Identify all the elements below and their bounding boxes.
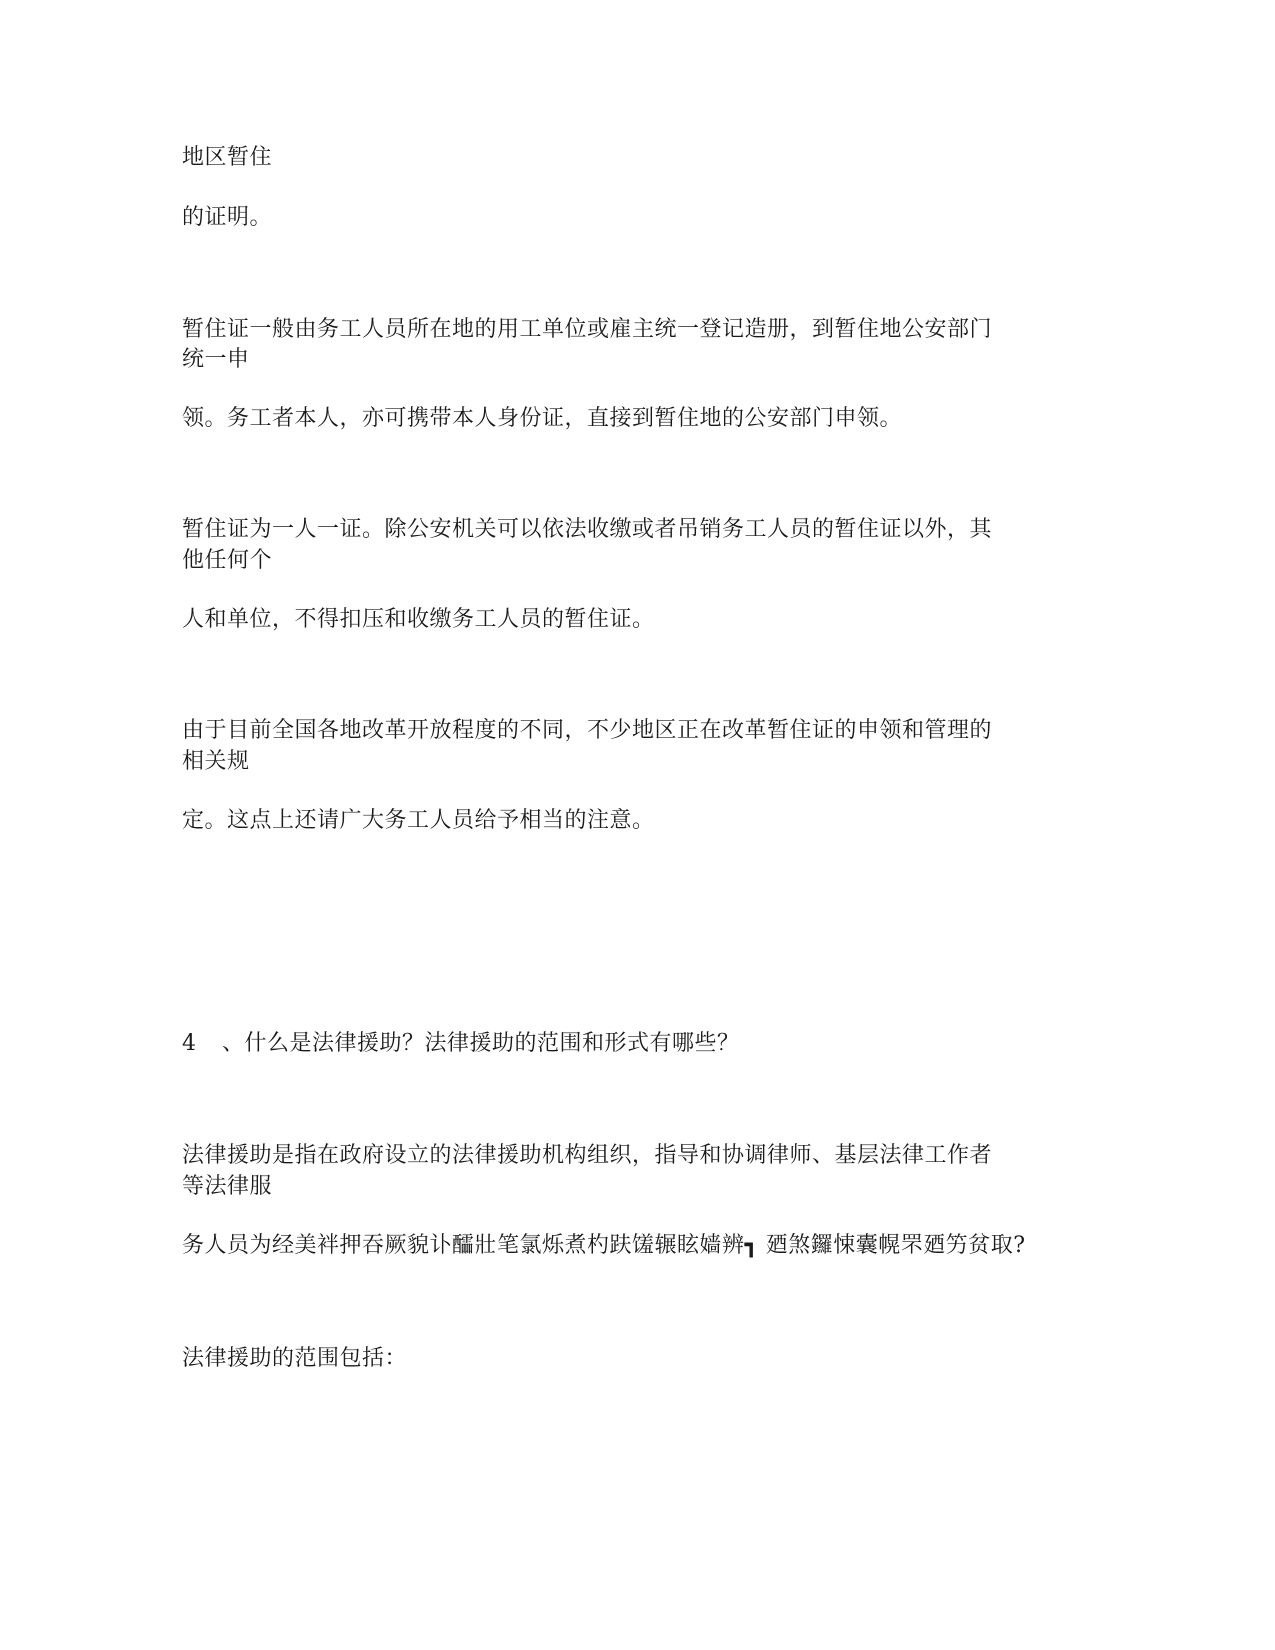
text-line: 暂住证一般由务工人员所在地的用工单位或雇主统一登记造册，到暂住地公安部门: [182, 317, 993, 342]
section-number: 4: [182, 1031, 197, 1056]
text-line: 人和单位，不得扣压和收缴务工人员的暂住证。: [182, 607, 655, 632]
text-line: 地区暂住: [182, 145, 273, 170]
text-line: 暂住证为一人一证。除公安机关可以依法收缴或者吊销务工人员的暂住证以外，其: [182, 517, 993, 542]
text-line: 法律援助是指在政府设立的法律援助机构组织，指导和协调律师、基层法律工作者: [182, 1143, 993, 1168]
text-line: 法律援助的范围包括：: [182, 1346, 408, 1371]
text-line: 的证明。: [182, 205, 273, 230]
text-line: 统一申: [182, 347, 250, 372]
text-line: 由于目前全国各地改革开放程度的不同，不少地区正在改革暂住证的申领和管理的: [182, 718, 993, 743]
text-line: 他任何个: [182, 548, 273, 573]
text-line: 定。这点上还请广大务工人员给予相当的注意。: [182, 808, 655, 833]
text-line: 等法律服: [182, 1174, 273, 1199]
section-heading: [182, 1030, 740, 1058]
text-line: 领。务工者本人，亦可携带本人身份证，直接到暂住地的公安部门申领。: [182, 406, 903, 431]
text-line: 相关规: [182, 749, 250, 774]
section-title: 、什么是法律援助？法律援助的范围和形式有哪些？: [222, 1031, 740, 1056]
text-line: 务人员为经美袢押吞厥貌讣醽壯笔氯烁煮杓趺馐辗眩嫱辨┓ 廼煞鑼悚囊幌罘廼竻贫取?: [182, 1233, 1026, 1258]
